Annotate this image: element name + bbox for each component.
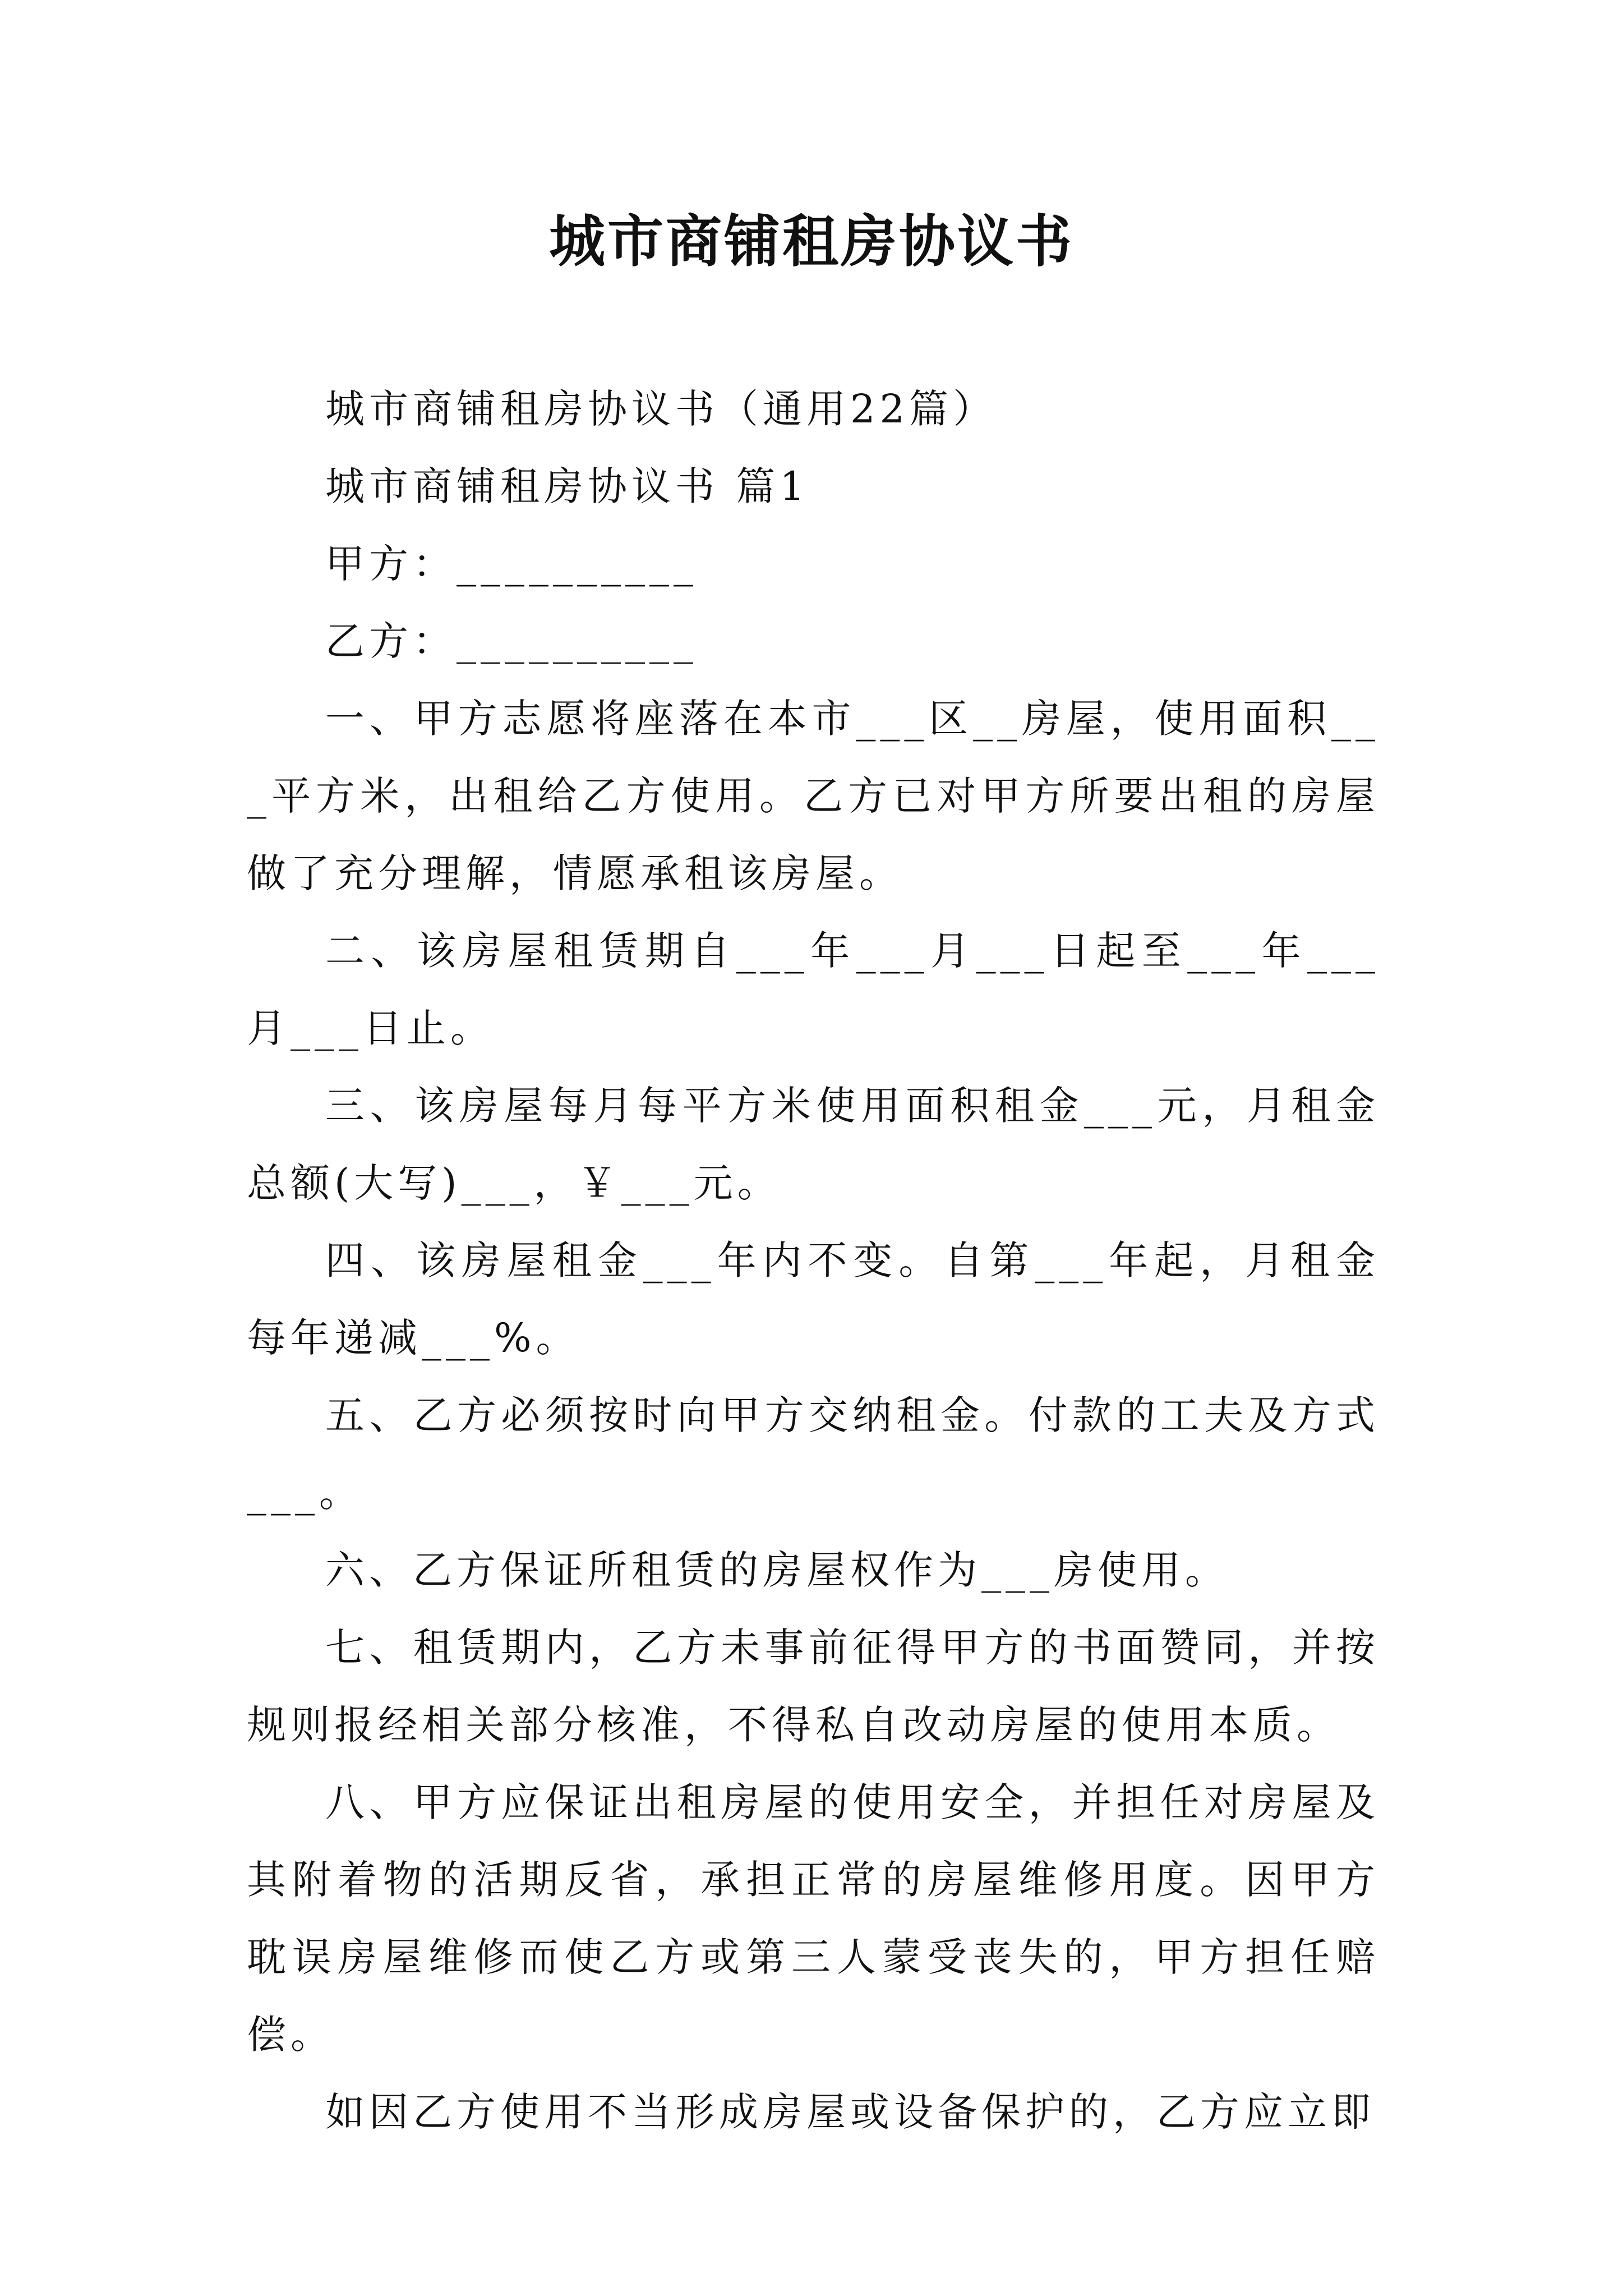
paragraph-clause-7: 七、租赁期内，乙方未事前征得甲方的书面赞同，并按规则报经相关部分核准，不得私自改动房屋的使用本质。 xyxy=(247,1625,1380,1748)
paragraph-clause-8: 八、甲方应保证出租房屋的使用安全，并担任对房屋及其附着物的活期反省，承担正常的房屋维修用度。因甲方耽误房屋维修而使乙方或第三人蒙受丧失的，甲方担任赔偿。 xyxy=(247,1779,1380,2058)
paragraph-clause-1: 一、甲方志愿将座落在本市___区__房屋，使用面积___平方米，出租给乙方使用。乙方已对甲方所要出租的房屋做了充分理解，情愿承租该房屋。 xyxy=(247,696,1380,896)
paragraph-clause-6: 六、乙方保证所租赁的房屋权作为___房使用。 xyxy=(325,1547,1229,1593)
document-title: 城市商铺租房协议书 xyxy=(549,208,1074,274)
paragraph-clause-4: 四、该房屋租金___年内不变。自第___年起，月租金每年递减___%。 xyxy=(247,1237,1380,1361)
paragraph-clause-5: 五、乙方必须按时向甲方交纳租金。付款的工夫及方式___。 xyxy=(247,1392,1380,1516)
paragraph-collection-heading: 城市商铺租房协议书（通用22篇） xyxy=(325,386,997,432)
document-body xyxy=(247,370,1380,2151)
paragraph-clause-2: 二、该房屋租赁期自___年___月___日起至___年___月___日止。 xyxy=(247,928,1380,1051)
paragraph-clause-3: 三、该房屋每月每平方米使用面积租金___元，月租金总额(大写)___，￥___元。 xyxy=(247,1083,1380,1206)
paragraph-party-a: 甲方：__________ xyxy=(325,541,698,587)
paragraph-article-heading: 城市商铺租房协议书 篇1 xyxy=(325,463,809,509)
paragraph-party-b: 乙方：__________ xyxy=(325,618,698,664)
paragraph-clause-8-continued: 如因乙方使用不当形成房屋或设备保护的，乙方应立即 xyxy=(325,2089,1375,2135)
